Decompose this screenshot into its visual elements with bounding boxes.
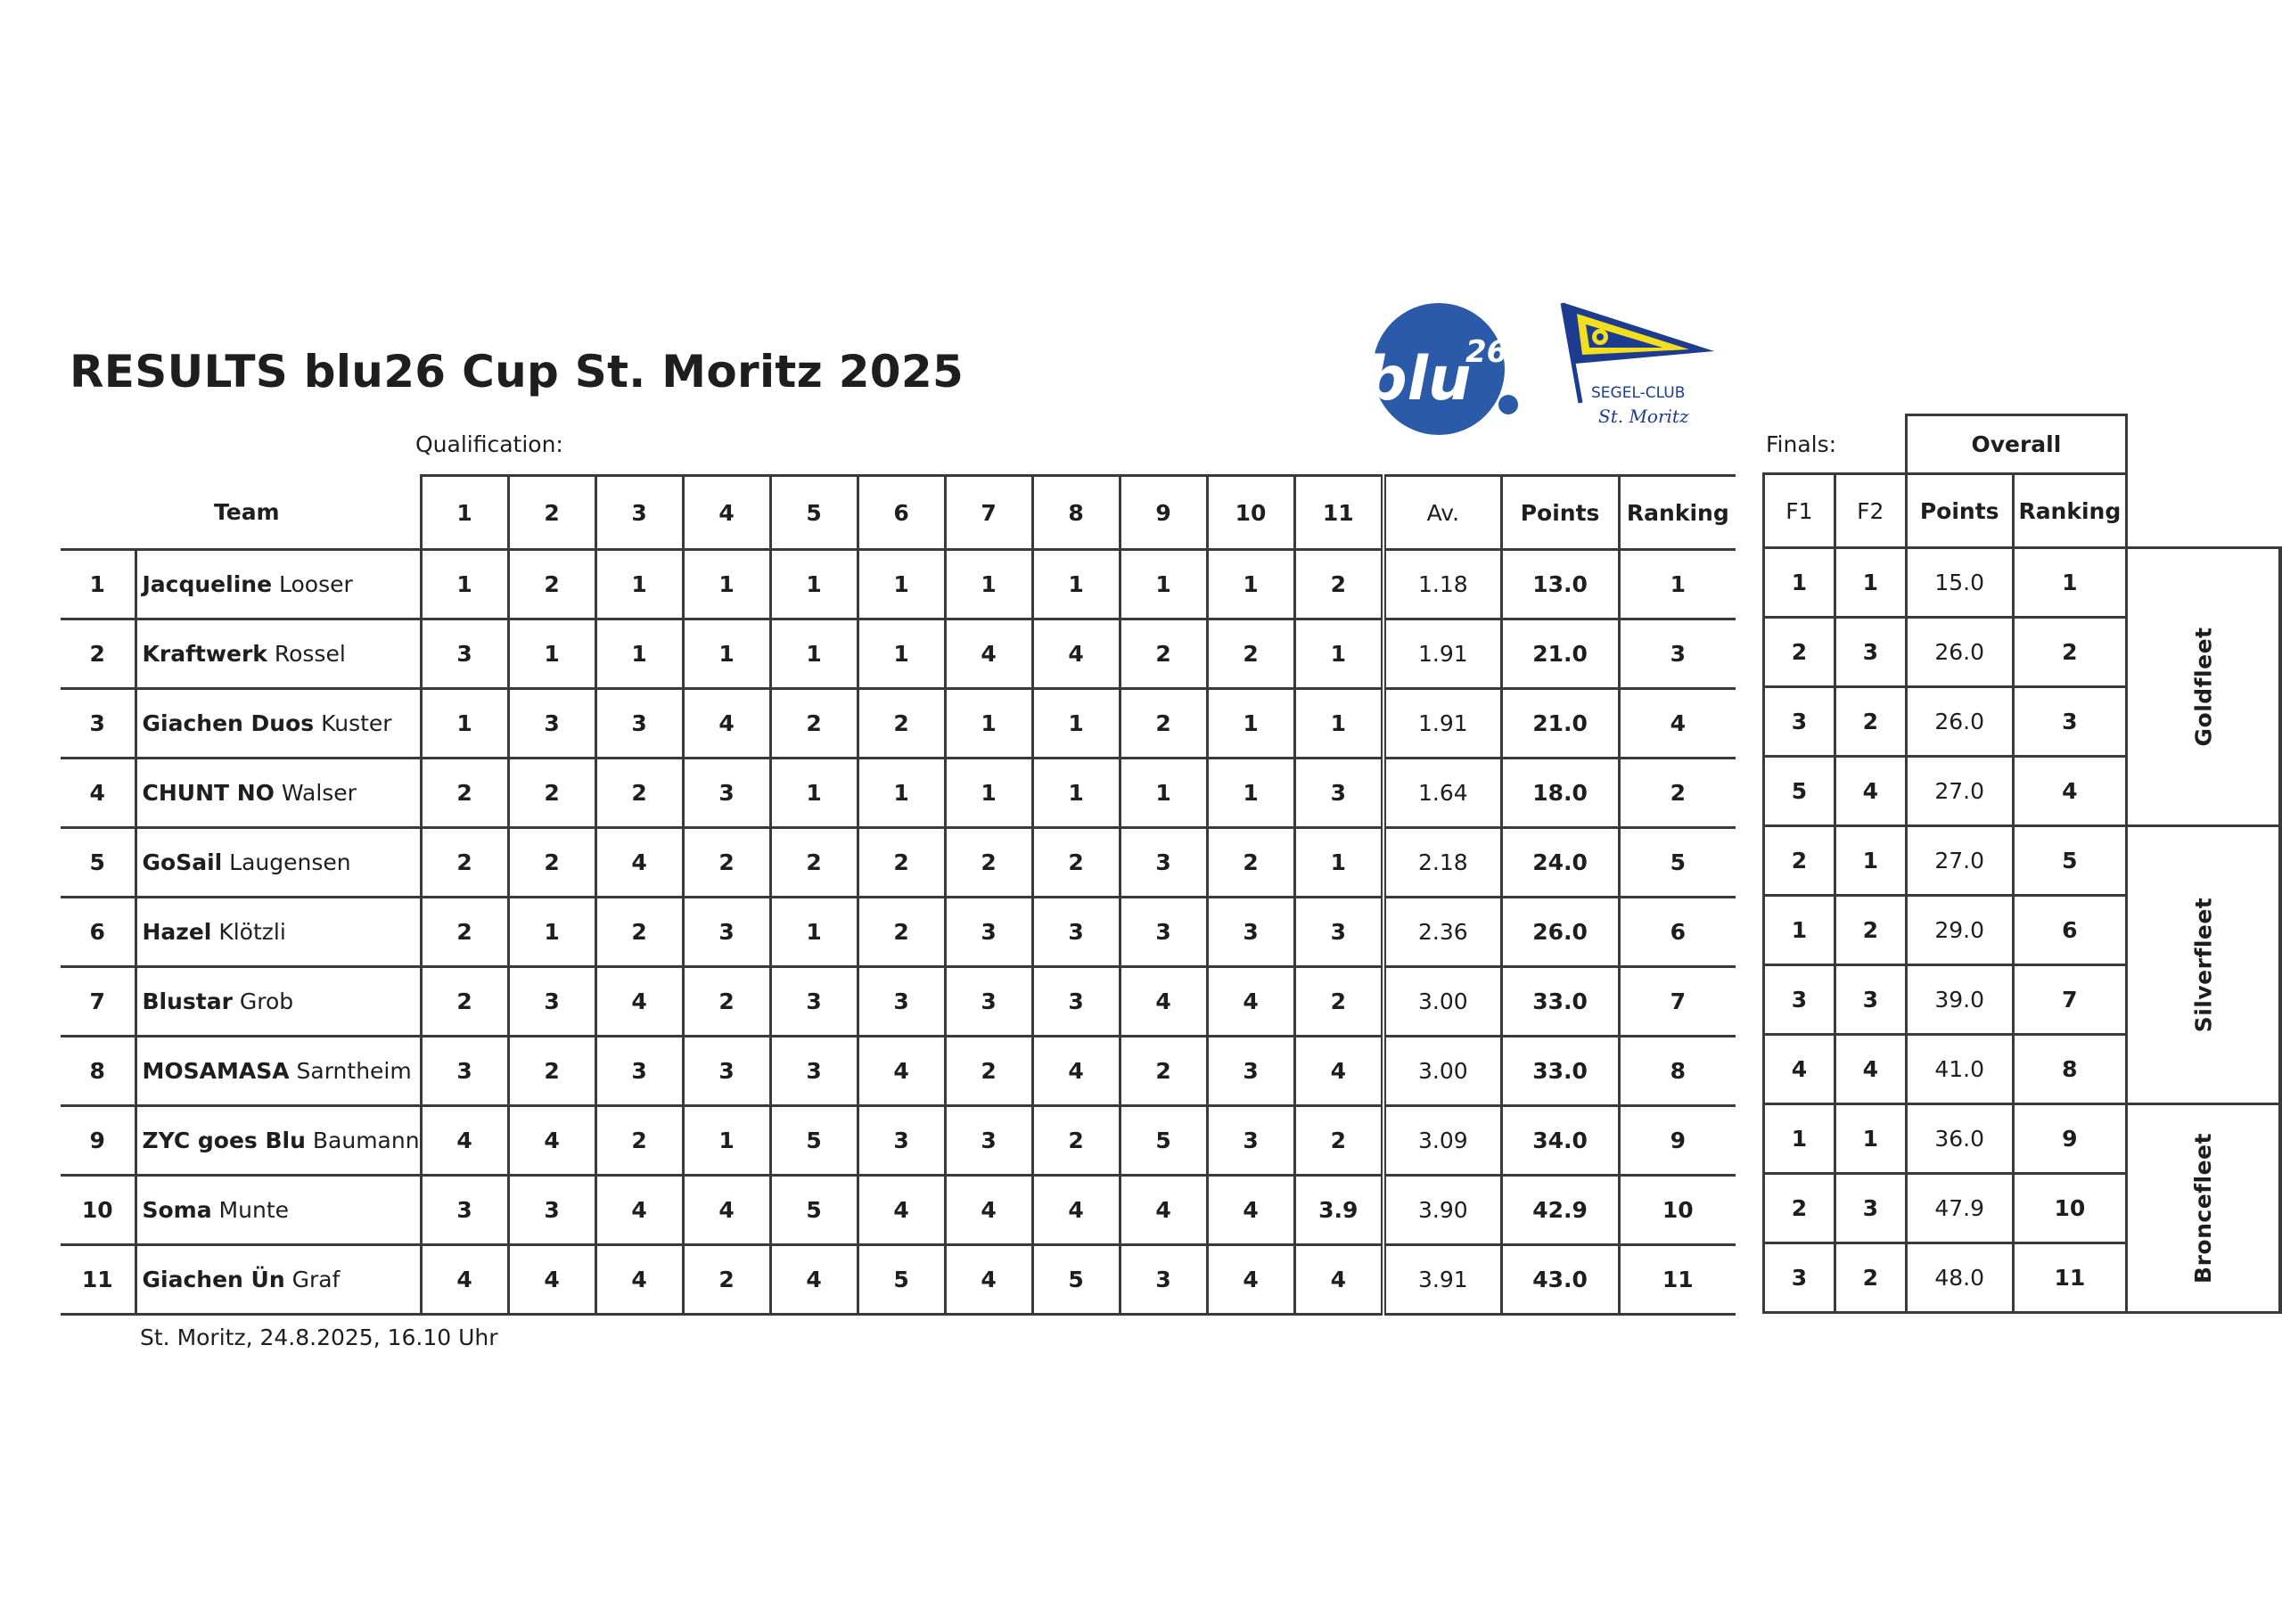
overall-points-cell: 48.0	[1906, 1243, 2013, 1313]
race-result-cell: 1	[858, 619, 945, 689]
race-result-cell: 4	[858, 1176, 945, 1245]
overall-ranking-cell: 4	[2013, 757, 2126, 826]
blu26-logo	[1366, 299, 1526, 446]
overall-ranking-cell: 8	[2013, 1035, 2126, 1104]
team-cell	[135, 550, 421, 619]
fleet-group-cell	[2127, 1104, 2281, 1313]
points-cell: 42.9	[1501, 1176, 1619, 1245]
average-header: Av.	[1383, 476, 1501, 550]
race-result-cell: 2	[1207, 828, 1294, 898]
race-result-cell: 4	[595, 828, 683, 898]
overall-ranking-cell: 3	[2013, 687, 2126, 757]
race-result-cell: 1	[1294, 619, 1383, 689]
team-skipper: Baumann	[305, 1128, 420, 1153]
race-result-cell: 5	[770, 1106, 858, 1176]
race-result-cell: 1	[858, 550, 945, 619]
points-cell: 43.0	[1501, 1245, 1619, 1315]
team-skipper: Rossel	[267, 641, 346, 667]
f1-cell: 2	[1764, 1174, 1835, 1243]
f1-cell: 1	[1764, 1104, 1835, 1174]
ranking-cell: 2	[1619, 759, 1736, 828]
position-cell: 4	[61, 759, 135, 828]
table-row	[61, 1106, 1736, 1176]
race-result-cell: 2	[1207, 619, 1294, 689]
average-cell: 3.91	[1383, 1245, 1501, 1315]
average-cell: 3.00	[1383, 967, 1501, 1037]
race-result-cell: 2	[858, 828, 945, 898]
ranking-cell: 1	[1619, 550, 1736, 619]
race-result-cell: 2	[683, 828, 770, 898]
race-result-cell: 4	[421, 1106, 508, 1176]
race-result-cell: 4	[508, 1106, 595, 1176]
race-result-cell: 3	[595, 1037, 683, 1106]
race-result-cell: 1	[683, 619, 770, 689]
team-cell	[135, 967, 421, 1037]
fleet-label: Broncefleet	[2189, 1133, 2216, 1284]
average-cell: 3.09	[1383, 1106, 1501, 1176]
race-result-cell: 2	[508, 550, 595, 619]
f1-header: F1	[1764, 474, 1835, 548]
position-cell: 1	[61, 550, 135, 619]
race-result-cell: 3	[945, 967, 1032, 1037]
overall-points-cell: 27.0	[1906, 757, 2013, 826]
fleet-group-cell	[2127, 548, 2281, 826]
fleet-group-cell	[2127, 826, 2281, 1104]
f1-cell: 3	[1764, 1243, 1835, 1313]
race-result-cell: 4	[683, 689, 770, 759]
race-result-cell: 4	[595, 967, 683, 1037]
team-skipper: Klötzli	[211, 919, 286, 945]
race-result-cell: 2	[1120, 619, 1207, 689]
race-result-cell: 4	[1294, 1245, 1383, 1315]
position-cell: 5	[61, 828, 135, 898]
race-result-cell: 2	[1032, 1106, 1120, 1176]
segel-club-logo	[1556, 298, 1725, 444]
race-result-cell: 3	[945, 1106, 1032, 1176]
f1-cell: 5	[1764, 757, 1835, 826]
race-header: 5	[770, 476, 858, 550]
points-header: Points	[1501, 476, 1619, 550]
average-cell: 3.90	[1383, 1176, 1501, 1245]
qualification-label: Qualification:	[415, 431, 563, 457]
race-result-cell: 4	[595, 1245, 683, 1315]
race-result-cell: 3	[1207, 1037, 1294, 1106]
position-cell: 9	[61, 1106, 135, 1176]
overall-ranking-cell: 1	[2013, 548, 2126, 618]
race-result-cell: 2	[1294, 550, 1383, 619]
overall-header: Overall	[1906, 415, 2126, 474]
race-result-cell: 2	[595, 759, 683, 828]
table-row	[61, 550, 1736, 619]
overall-ranking-cell: 9	[2013, 1104, 2126, 1174]
blu-logo-text: blu	[1366, 344, 1472, 414]
race-result-cell: 1	[421, 689, 508, 759]
race-header: 9	[1120, 476, 1207, 550]
race-result-cell: 4	[945, 1245, 1032, 1315]
average-cell: 2.36	[1383, 898, 1501, 967]
team-name: Soma	[142, 1197, 212, 1223]
ranking-cell: 6	[1619, 898, 1736, 967]
race-result-cell: 1	[1207, 759, 1294, 828]
points-cell: 33.0	[1501, 967, 1619, 1037]
race-result-cell: 2	[1294, 967, 1383, 1037]
race-result-cell: 4	[683, 1176, 770, 1245]
race-result-cell: 3	[508, 967, 595, 1037]
race-result-cell: 4	[1120, 1176, 1207, 1245]
race-result-cell: 4	[1207, 967, 1294, 1037]
team-name: Giachen Duos	[142, 710, 315, 736]
team-name: Giachen Ün	[142, 1267, 285, 1292]
race-result-cell: 3	[770, 967, 858, 1037]
race-result-cell: 1	[595, 550, 683, 619]
average-cell: 1.64	[1383, 759, 1501, 828]
qualification-header-row	[61, 476, 1736, 550]
race-result-cell: 4	[1120, 967, 1207, 1037]
race-result-cell: 3	[1294, 759, 1383, 828]
race-result-cell: 3	[1120, 898, 1207, 967]
f1-cell: 2	[1764, 826, 1835, 896]
team-cell	[135, 1037, 421, 1106]
points-cell: 24.0	[1501, 828, 1619, 898]
race-result-cell: 4	[421, 1245, 508, 1315]
table-row	[61, 689, 1736, 759]
race-result-cell: 1	[945, 759, 1032, 828]
race-result-cell: 2	[945, 828, 1032, 898]
race-result-cell: 2	[770, 689, 858, 759]
team-cell	[135, 619, 421, 689]
table-row	[1764, 826, 2281, 896]
race-result-cell: 3	[858, 967, 945, 1037]
race-result-cell: 2	[508, 759, 595, 828]
race-result-cell: 4	[945, 1176, 1032, 1245]
ranking-cell: 11	[1619, 1245, 1736, 1315]
f2-cell: 3	[1835, 965, 1906, 1035]
race-result-cell: 2	[595, 1106, 683, 1176]
race-result-cell: 4	[508, 1245, 595, 1315]
team-name: ZYC goes Blu	[142, 1128, 306, 1153]
race-result-cell: 3	[508, 689, 595, 759]
f1-cell: 3	[1764, 965, 1835, 1035]
race-result-cell: 3	[945, 898, 1032, 967]
race-result-cell: 2	[421, 898, 508, 967]
race-result-cell: 1	[1120, 759, 1207, 828]
table-row	[61, 1037, 1736, 1106]
race-result-cell: 3	[770, 1037, 858, 1106]
overall-ranking-header: Ranking	[2013, 474, 2126, 548]
race-result-cell: 4	[595, 1176, 683, 1245]
f2-cell: 3	[1835, 1174, 1906, 1243]
race-result-cell: 2	[421, 828, 508, 898]
race-result-cell: 1	[858, 759, 945, 828]
race-result-cell: 2	[683, 967, 770, 1037]
team-cell	[135, 1176, 421, 1245]
f2-cell: 2	[1835, 896, 1906, 965]
blu-logo-sup: 26	[1465, 334, 1508, 370]
team-name: GoSail	[142, 849, 223, 875]
race-result-cell: 3	[1032, 898, 1120, 967]
team-name: CHUNT NO	[142, 780, 275, 806]
race-result-cell: 3	[1207, 1106, 1294, 1176]
team-name: Jacqueline	[142, 571, 273, 597]
f2-cell: 1	[1835, 1104, 1906, 1174]
points-cell: 26.0	[1501, 898, 1619, 967]
average-cell: 2.18	[1383, 828, 1501, 898]
race-result-cell: 2	[858, 898, 945, 967]
table-row	[61, 759, 1736, 828]
race-result-cell: 5	[770, 1176, 858, 1245]
race-result-cell: 5	[1120, 1106, 1207, 1176]
finals-table	[1762, 414, 2282, 1314]
team-skipper: Kuster	[314, 710, 392, 736]
position-cell: 6	[61, 898, 135, 967]
table-row	[61, 828, 1736, 898]
points-cell: 18.0	[1501, 759, 1619, 828]
race-result-cell: 1	[1120, 550, 1207, 619]
points-cell: 34.0	[1501, 1106, 1619, 1176]
points-cell: 21.0	[1501, 689, 1619, 759]
team-cell	[135, 828, 421, 898]
team-skipper: Graf	[284, 1267, 341, 1292]
race-result-cell: 3	[683, 759, 770, 828]
qualification-table	[61, 474, 1736, 1316]
team-name: MOSAMASA	[142, 1058, 290, 1084]
f1-cell: 4	[1764, 1035, 1835, 1104]
race-result-cell: 3	[1120, 1245, 1207, 1315]
race-result-cell: 3.9	[1294, 1176, 1383, 1245]
race-result-cell: 3	[1294, 898, 1383, 967]
race-result-cell: 1	[1032, 550, 1120, 619]
race-result-cell: 4	[1032, 1037, 1120, 1106]
race-result-cell: 3	[421, 1037, 508, 1106]
f1-cell: 3	[1764, 687, 1835, 757]
overall-ranking-cell: 10	[2013, 1174, 2126, 1243]
f1-cell: 2	[1764, 618, 1835, 687]
team-skipper: Sarntheim	[289, 1058, 412, 1084]
team-skipper: Walser	[274, 780, 357, 806]
race-header: 4	[683, 476, 770, 550]
race-result-cell: 2	[945, 1037, 1032, 1106]
table-row	[61, 1176, 1736, 1245]
race-result-cell: 5	[858, 1245, 945, 1315]
position-cell: 7	[61, 967, 135, 1037]
race-result-cell: 1	[770, 550, 858, 619]
race-result-cell: 2	[1120, 689, 1207, 759]
race-result-cell: 1	[421, 550, 508, 619]
ranking-header: Ranking	[1619, 476, 1736, 550]
race-result-cell: 5	[1032, 1245, 1120, 1315]
table-row	[61, 619, 1736, 689]
race-result-cell: 2	[1032, 828, 1120, 898]
race-result-cell: 3	[508, 1176, 595, 1245]
race-result-cell: 3	[421, 1176, 508, 1245]
race-result-cell: 1	[1207, 689, 1294, 759]
f2-cell: 1	[1835, 548, 1906, 618]
race-header: 3	[595, 476, 683, 550]
f1-cell: 1	[1764, 548, 1835, 618]
race-result-cell: 2	[770, 828, 858, 898]
race-result-cell: 1	[508, 619, 595, 689]
ranking-cell: 10	[1619, 1176, 1736, 1245]
team-name: Hazel	[142, 919, 212, 945]
race-result-cell: 2	[1120, 1037, 1207, 1106]
race-header: 11	[1294, 476, 1383, 550]
race-header: 1	[421, 476, 508, 550]
ranking-cell: 9	[1619, 1106, 1736, 1176]
race-header: 8	[1032, 476, 1120, 550]
race-result-cell: 4	[858, 1037, 945, 1106]
team-cell	[135, 1245, 421, 1315]
points-cell: 13.0	[1501, 550, 1619, 619]
table-row	[61, 898, 1736, 967]
race-result-cell: 1	[1207, 550, 1294, 619]
race-result-cell: 1	[945, 689, 1032, 759]
race-result-cell: 2	[595, 898, 683, 967]
overall-points-cell: 26.0	[1906, 618, 2013, 687]
race-result-cell: 1	[595, 619, 683, 689]
fleet-label: Silverfleet	[2189, 897, 2216, 1033]
race-result-cell: 2	[858, 689, 945, 759]
average-cell: 3.00	[1383, 1037, 1501, 1106]
team-header: Team	[214, 498, 280, 525]
overall-points-cell: 29.0	[1906, 896, 2013, 965]
page-title: RESULTS blu26 Cup St. Moritz 2025	[70, 346, 965, 398]
race-result-cell: 4	[1294, 1037, 1383, 1106]
race-result-cell: 1	[770, 898, 858, 967]
average-cell: 1.18	[1383, 550, 1501, 619]
race-result-cell: 1	[1294, 689, 1383, 759]
race-result-cell: 1	[945, 550, 1032, 619]
average-cell: 1.91	[1383, 619, 1501, 689]
ranking-cell: 8	[1619, 1037, 1736, 1106]
race-result-cell: 1	[508, 898, 595, 967]
points-cell: 21.0	[1501, 619, 1619, 689]
race-result-cell: 1	[683, 1106, 770, 1176]
team-skipper: Grob	[232, 988, 294, 1014]
club-name-text: SEGEL-CLUB	[1591, 384, 1686, 402]
overall-points-cell: 39.0	[1906, 965, 2013, 1035]
ranking-cell: 4	[1619, 689, 1736, 759]
f2-cell: 2	[1835, 687, 1906, 757]
position-cell: 11	[61, 1245, 135, 1315]
race-header: 7	[945, 476, 1032, 550]
fleet-label: Goldfleet	[2190, 627, 2216, 747]
overall-points-cell: 36.0	[1906, 1104, 2013, 1174]
table-row	[61, 967, 1736, 1037]
overall-ranking-cell: 6	[2013, 896, 2126, 965]
race-result-cell: 1	[1294, 828, 1383, 898]
race-result-cell: 2	[421, 967, 508, 1037]
team-skipper: Looser	[272, 571, 353, 597]
race-header: 10	[1207, 476, 1294, 550]
f2-cell: 1	[1835, 826, 1906, 896]
race-result-cell: 2	[508, 828, 595, 898]
team-name: Kraftwerk	[142, 641, 267, 667]
race-result-cell: 4	[770, 1245, 858, 1315]
finals-label: Finals:	[1766, 431, 1837, 457]
race-result-cell: 3	[683, 898, 770, 967]
position-cell: 3	[61, 689, 135, 759]
race-result-cell: 3	[858, 1106, 945, 1176]
race-result-cell: 2	[421, 759, 508, 828]
finals-header-row	[1764, 474, 2281, 548]
table-row	[61, 1245, 1736, 1315]
overall-points-cell: 41.0	[1906, 1035, 2013, 1104]
position-cell: 10	[61, 1176, 135, 1245]
race-result-cell: 4	[1207, 1176, 1294, 1245]
race-result-cell: 1	[683, 550, 770, 619]
race-result-cell: 4	[1207, 1245, 1294, 1315]
table-row	[1764, 548, 2281, 618]
f2-cell: 2	[1835, 1243, 1906, 1313]
race-result-cell: 3	[1207, 898, 1294, 967]
race-result-cell: 2	[1294, 1106, 1383, 1176]
race-result-cell: 3	[1120, 828, 1207, 898]
ranking-cell: 7	[1619, 967, 1736, 1037]
race-header: 2	[508, 476, 595, 550]
position-cell: 2	[61, 619, 135, 689]
race-result-cell: 3	[421, 619, 508, 689]
race-result-cell: 3	[595, 689, 683, 759]
overall-points-cell: 47.9	[1906, 1174, 2013, 1243]
race-result-cell: 2	[508, 1037, 595, 1106]
f2-cell: 3	[1835, 618, 1906, 687]
race-result-cell: 2	[683, 1245, 770, 1315]
race-result-cell: 1	[1032, 689, 1120, 759]
overall-ranking-cell: 11	[2013, 1243, 2126, 1313]
team-skipper: Laugensen	[222, 849, 351, 875]
team-cell	[135, 689, 421, 759]
table-row	[1764, 1104, 2281, 1174]
points-cell: 33.0	[1501, 1037, 1619, 1106]
race-result-cell: 3	[683, 1037, 770, 1106]
race-result-cell: 4	[945, 619, 1032, 689]
race-result-cell: 4	[1032, 1176, 1120, 1245]
club-script-text: St. Moritz	[1598, 406, 1689, 427]
footer-timestamp: St. Moritz, 24.8.2025, 16.10 Uhr	[140, 1325, 498, 1350]
race-result-cell: 3	[1032, 967, 1120, 1037]
team-cell	[135, 759, 421, 828]
position-cell: 8	[61, 1037, 135, 1106]
overall-points-header: Points	[1906, 474, 2013, 548]
f2-cell: 4	[1835, 757, 1906, 826]
team-name: Blustar	[142, 988, 233, 1014]
overall-points-cell: 26.0	[1906, 687, 2013, 757]
race-result-cell: 1	[1032, 759, 1120, 828]
race-result-cell: 1	[770, 759, 858, 828]
f2-cell: 4	[1835, 1035, 1906, 1104]
f1-cell: 1	[1764, 896, 1835, 965]
overall-ranking-cell: 5	[2013, 826, 2126, 896]
race-result-cell: 1	[770, 619, 858, 689]
overall-points-cell: 15.0	[1906, 548, 2013, 618]
overall-ranking-cell: 2	[2013, 618, 2126, 687]
overall-points-cell: 27.0	[1906, 826, 2013, 896]
race-header: 6	[858, 476, 945, 550]
team-cell	[135, 1106, 421, 1176]
team-skipper: Munte	[211, 1197, 289, 1223]
ranking-cell: 3	[1619, 619, 1736, 689]
ranking-cell: 5	[1619, 828, 1736, 898]
overall-ranking-cell: 7	[2013, 965, 2126, 1035]
average-cell: 1.91	[1383, 689, 1501, 759]
race-result-cell: 4	[1032, 619, 1120, 689]
team-cell	[135, 898, 421, 967]
f2-header: F2	[1835, 474, 1906, 548]
